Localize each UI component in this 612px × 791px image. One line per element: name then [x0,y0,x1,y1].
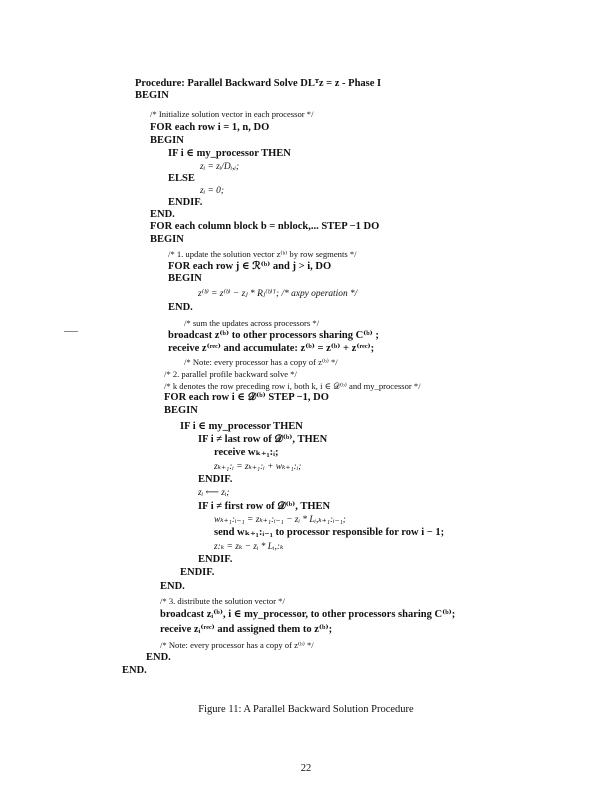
algorithm-line: broadcast zᵢ⁽ᵇ⁾, i ∈ my_processor, to other processors sharing C⁽ᵇ⁾; [160,609,456,620]
algorithm-line: /* Note: every processor has a copy of z⁽ᵇ⁾ */ [184,357,338,367]
algorithm-line: broadcast z⁽ᵇ⁾ to other processors sharing C⁽ᵇ⁾ ; [168,330,379,341]
figure-caption: Figure 11: A Parallel Backward Solution Procedure [198,704,414,715]
algorithm-line: END. [146,652,171,663]
algorithm-line: BEGIN [150,234,184,245]
algorithm-line: receive wₖ₊₁:ᵢ; [214,447,279,458]
algorithm-line: FOR each row i = 1, n, DO [150,122,270,133]
algorithm-line: END. [122,665,147,676]
margin-mark [64,331,78,332]
algorithm-line: ENDIF. [198,474,233,485]
algorithm-line: zᵢ = 0; [200,186,224,196]
algorithm-line: /* k denotes the row preceding row i, both k, i ∈ 𝒟⁽ᵇ⁾ and my_processor */ [164,381,421,391]
algorithm-line: IF i ∈ my_processor THEN [168,148,291,159]
algorithm-line: /* 3. distribute the solution vector */ [160,596,285,606]
algorithm-line: BEGIN [135,90,169,101]
algorithm-line: END. [150,209,175,220]
algorithm-line: BEGIN [168,273,202,284]
algorithm-title: Procedure: Parallel Backward Solve DLᵀz = z - Phase I [135,78,382,89]
algorithm-line: FOR each row i ∈ 𝒟⁽ᵇ⁾ STEP −1, DO [164,392,329,403]
algorithm-line: ELSE [168,173,195,184]
algorithm-line: receive zᵢ⁽ʳᵉᶜ⁾ and assigned them to z⁽ᵇ⁾; [160,624,333,635]
algorithm-line: z⁽ᵇ⁾ = z⁽ᵇ⁾ − zⱼ * Rⱼ⁽ᵇ⁾ᵀ; /* axpy operation */ [198,289,358,299]
algorithm-line: /* 1. update the solution vector z⁽ᵇ⁾ by row segments */ [168,249,357,259]
algorithm-line: FOR each row j ∈ ℛ⁽ᵇ⁾ and j > i, DO [168,261,332,272]
algorithm-line: receive z⁽ʳᵉᶜ⁾ and accumulate: z⁽ᵇ⁾ = z⁽ᵇ⁾ + z⁽ʳᵉᶜ⁾; [168,343,375,354]
algorithm-line: wₖ₊₁:ᵢ₋₁ = zₖ₊₁:ᵢ₋₁ − zᵢ * Lᵢ,ₖ₊₁:ᵢ₋₁; [214,515,346,525]
algorithm-line: /* sum the updates across processors */ [184,318,320,328]
algorithm-line: zᵢ ⟵ zᵢ; [198,488,230,498]
algorithm-line: BEGIN [150,135,184,146]
algorithm-line: FOR each column block b = nblock,... STEP −1 DO [150,221,380,232]
algorithm-line: IF i ≠ first row of 𝒟⁽ᵇ⁾, THEN [198,501,331,512]
algorithm-line: zᵢ = zᵢ/Dᵢ,ᵢ; [200,162,240,172]
algorithm-line: z:ₖ = zₖ − zᵢ * Lᵢ,:ₖ [214,542,284,552]
page-number: 22 [300,763,312,774]
algorithm-line: /* 2. parallel profile backward solve */ [164,369,297,379]
algorithm-line: zₖ₊₁:ᵢ = zₖ₊₁:ᵢ + wₖ₊₁:ᵢ; [214,462,302,472]
algorithm-line: IF i ∈ my_processor THEN [180,421,303,432]
algorithm-line: BEGIN [164,405,198,416]
algorithm-line: END. [168,302,193,313]
algorithm-line: ENDIF. [198,554,233,565]
algorithm-line: send wₖ₊₁:ᵢ₋₁ to processor responsible for row i − 1; [214,527,445,538]
algorithm-line: END. [160,581,185,592]
algorithm-line: /* Note: every processor has a copy of z⁽ᵇ⁾ */ [160,640,314,650]
algorithm-line: ENDIF. [168,197,203,208]
algorithm-line: /* Initialize solution vector in each processor */ [150,109,314,119]
algorithm-line: IF i ≠ last row of 𝒟⁽ᵇ⁾, THEN [198,434,328,445]
algorithm-line: ENDIF. [180,567,215,578]
